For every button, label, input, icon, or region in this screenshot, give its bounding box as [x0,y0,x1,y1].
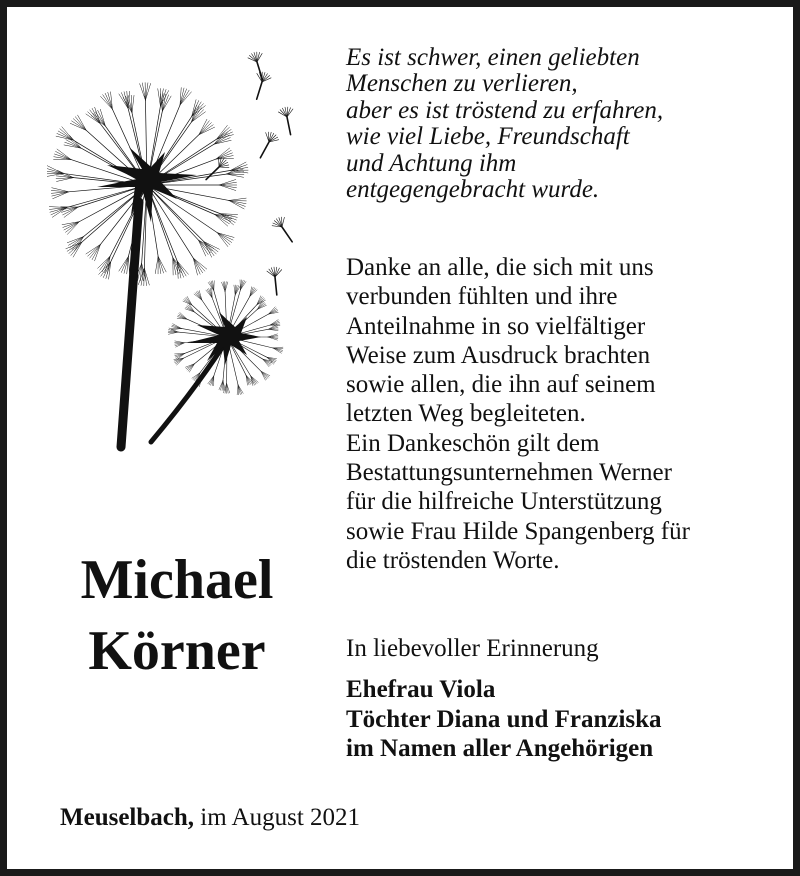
thanks-line: Anteilnahme in so vielfältiger [346,312,646,340]
thanks-line: verbunden fühlten und ihre [346,283,618,311]
place: Meuselbach, [60,804,195,831]
dandelion-icon [47,47,307,452]
poem-line: entgegengebracht wurde. [346,176,600,204]
deceased-last-name: Körner [88,620,266,682]
poem [346,45,766,203]
poem-line: Es ist schwer, einen geliebten [346,44,640,71]
family-line: im Namen aller Angehörigen [346,735,654,762]
thanks-line: für die hilfreiche Unterstützung [346,488,662,516]
thanks-text [346,253,786,575]
family-line: Ehefrau Viola [346,676,496,703]
remembrance-line: In liebevoller Erinnerung [346,635,599,662]
family-line: Töchter Diana und Franziska [346,705,662,733]
thanks-line: Ein Dankeschön gilt dem [346,429,600,457]
family-signature [346,675,662,764]
poem-line: wie viel Liebe, Freundschaft [346,123,630,151]
thanks-line: sowie Frau Hilde Spangenberg für [346,517,690,545]
date: im August 2021 [200,804,361,831]
thanks-line: die tröstenden Worte. [346,546,560,574]
place-date [60,803,360,833]
thanks-line: Bestattungsunternehmen Werner [346,459,672,487]
poem-line: und Achtung ihm [346,149,517,177]
thanks-line: Danke an alle, die sich mit uns [346,254,654,281]
thanks-line: sowie allen, die ihn auf seinem [346,371,656,399]
poem-line: Menschen zu verlieren, [346,70,578,98]
poem-line: aber es ist tröstend zu erfahren, [346,96,664,124]
thanks-line: Weise zum Ausdruck brachten [346,341,651,369]
deceased-first-name: Michael [80,549,274,611]
thanks-line: letzten Weg begleiteten. [346,400,586,428]
